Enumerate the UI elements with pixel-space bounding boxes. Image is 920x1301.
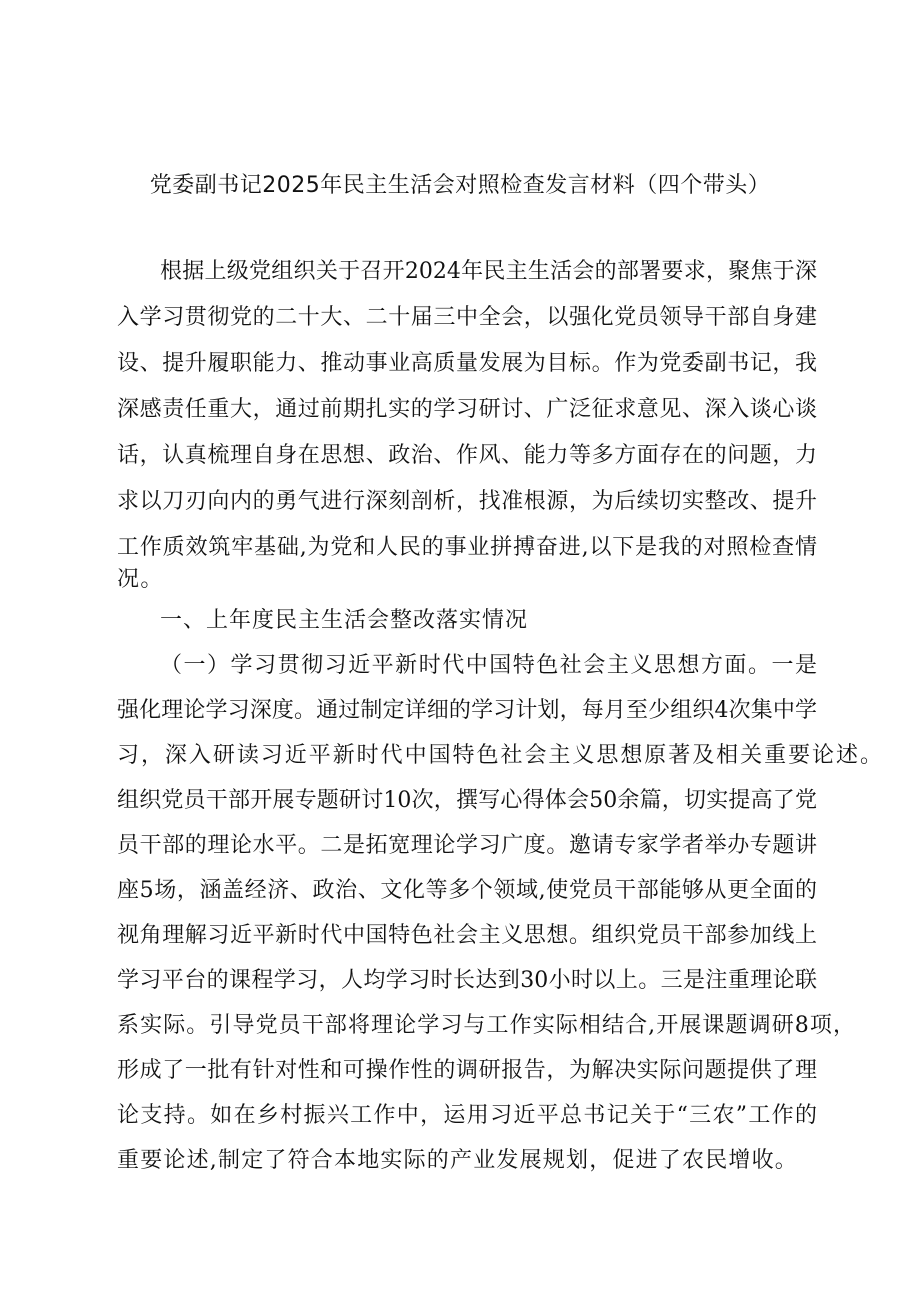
section-paragraph-line: 视角理解习近平新时代中国特色社会主义思想。组织党员干部参加线上 [117,923,817,948]
intro-paragraph-line: 话，认真梳理自身在思想、政治、作风、能力等多方面存在的问题，力 [117,443,817,468]
section-paragraph-line: 论支持。如在乡村振兴工作中，运用习近平总书记关于“三农”工作的 [117,1103,817,1128]
section-paragraph-line: 习，深入研读习近平新时代中国特色社会主义思想原著及相关重要论述。 [117,743,882,768]
section-paragraph-line: 系实际。引导党员干部将理论学习与工作实际相结合,开展课题调研8项， [117,1013,855,1038]
section-paragraph-line: 形成了一批有针对性和可操作性的调研报告，为解决实际问题提供了理 [117,1058,817,1083]
section-paragraph-line: 重要论述,制定了符合本地实际的产业发展规划，促进了农民增收。 [117,1148,798,1173]
section-paragraph-line: 学习平台的课程学习，人均学习时长达到30小时以上。三是注重理论联 [117,968,817,993]
intro-paragraph-line: 况。 [117,567,164,592]
section-paragraph-line: （一）学习贯彻习近平新时代中国特色社会主义思想方面。一是 [160,653,817,678]
intro-paragraph-line: 入学习贯彻党的二十大、二十届三中全会，以强化党员领导干部自身建 [117,305,817,330]
intro-paragraph-line: 工作质效筑牢基础,为党和人民的事业拼搏奋进,以下是我的对照检查情 [117,535,817,560]
document-title: 党委副书记2025年民主生活会对照检查发言材料（四个带头） [149,173,771,198]
intro-paragraph-line: 深感责任重大，通过前期扎实的学习研讨、广泛征求意见、深入谈心谈 [117,397,817,422]
section-paragraph-line: 组织党员干部开展专题研讨10次，撰写心得体会50余篇，切实提高了党 [117,788,817,813]
intro-paragraph-line: 求以刀刃向内的勇气进行深刻剖析，找准根源，为后续切实整改、提升 [117,489,817,514]
intro-paragraph-line: 根据上级党组织关于召开2024年民主生活会的部署要求，聚焦于深 [160,259,817,284]
section-paragraph-line: 员干部的理论水平。二是拓宽理论学习广度。邀请专家学者举办专题讲 [117,833,817,858]
intro-paragraph-line: 设、提升履职能力、推动事业高质量发展为目标。作为党委副书记，我 [117,351,817,376]
section-paragraph-line: 座5场，涵盖经济、政治、文化等多个领域,使党员干部能够从更全面的 [117,878,817,903]
section-paragraph-line: 强化理论学习深度。通过制定详细的学习计划，每月至少组织4次集中学 [117,698,817,723]
section-heading: 一、上年度民主生活会整改落实情况 [160,608,529,633]
